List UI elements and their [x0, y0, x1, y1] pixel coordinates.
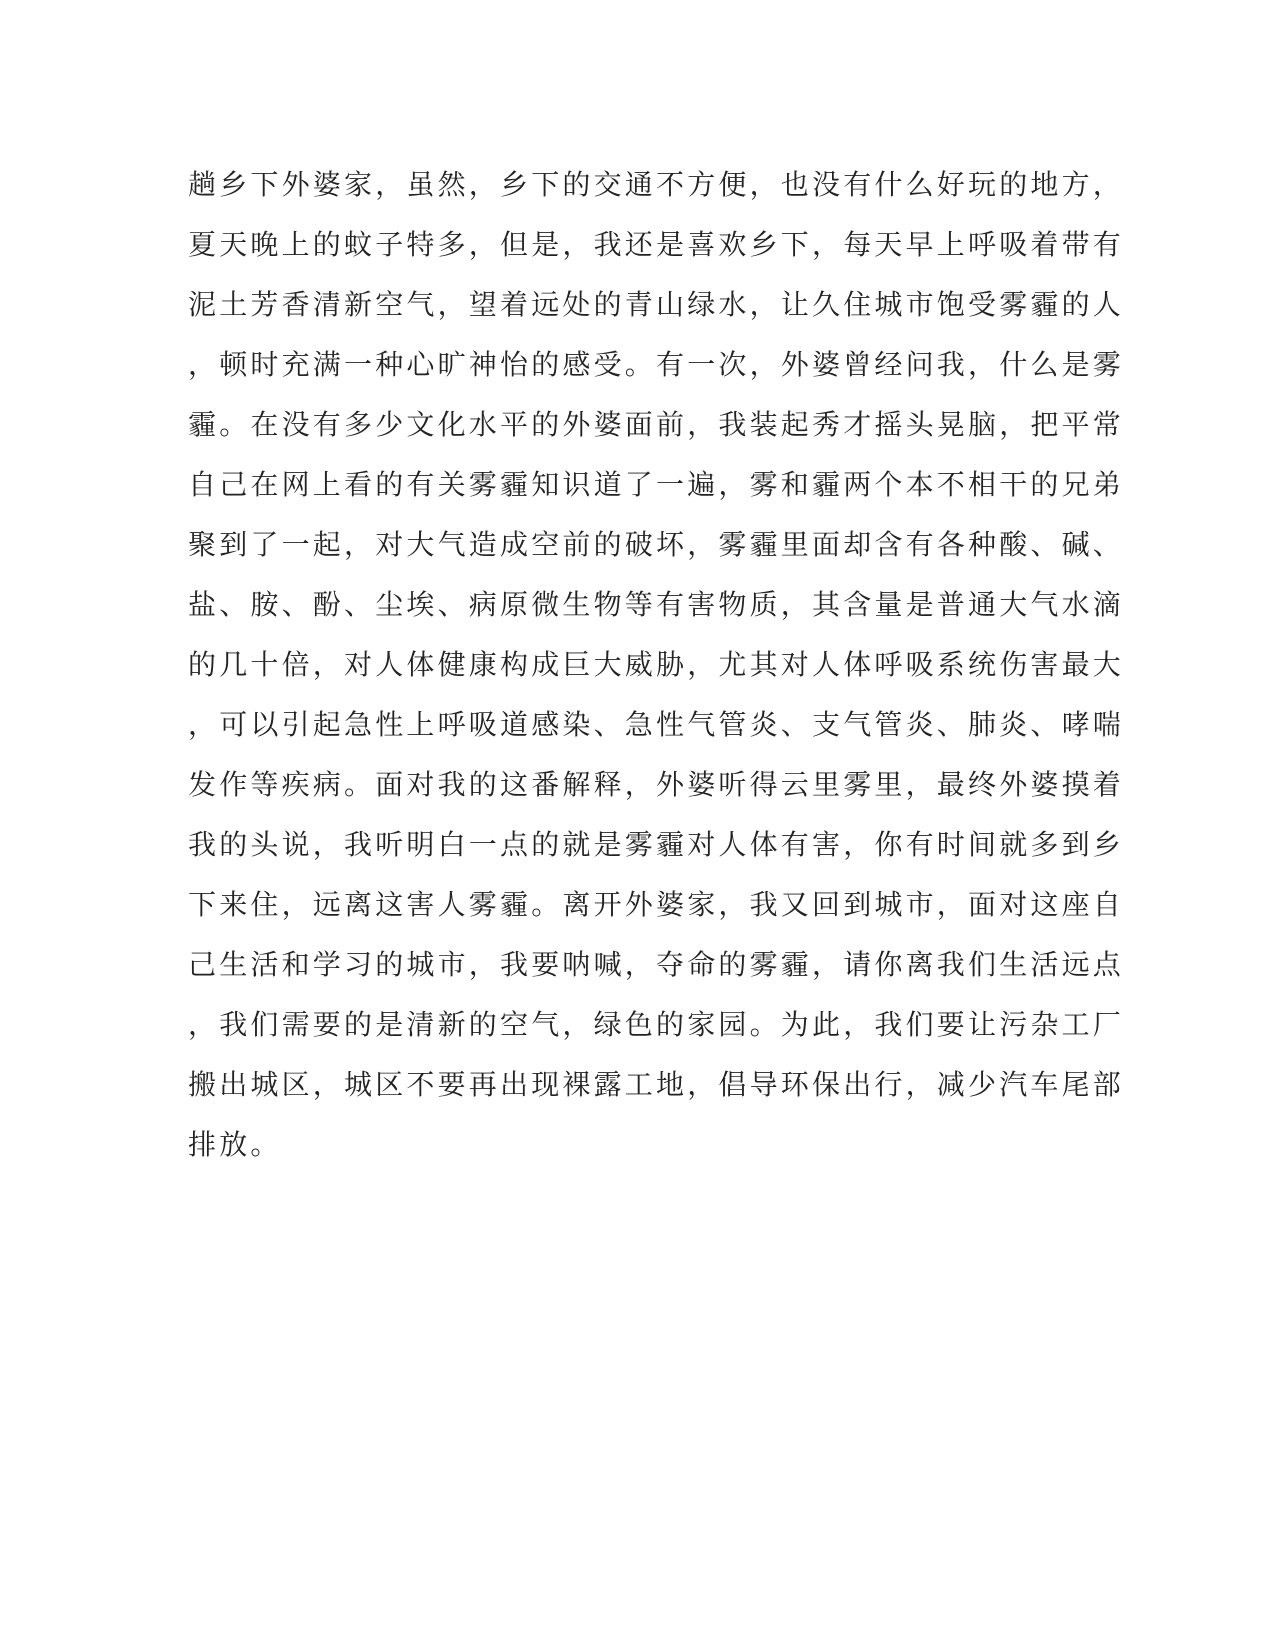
text-line: 排放。	[188, 1128, 282, 1161]
text-line: 发作等疾病。面对我的这番解释，外婆听得云里雾里，最终外婆摸着	[188, 768, 1125, 801]
text-line: 自己在网上看的有关雾霾知识道了一遍，雾和霾两个本不相干的兄弟	[188, 468, 1125, 501]
body-paragraph	[188, 163, 1125, 1183]
text-line: ，我们需要的是清新的空气，绿色的家园。为此，我们要让污杂工厂	[188, 1008, 1125, 1041]
text-line: 的几十倍，对人体健康构成巨大威胁，尤其对人体呼吸系统伤害最大	[188, 648, 1125, 681]
text-line: 盐、胺、酚、尘埃、病原微生物等有害物质，其含量是普通大气水滴	[188, 588, 1125, 621]
text-line: 聚到了一起，对大气造成空前的破坏，雾霾里面却含有各种酸、碱、	[188, 528, 1125, 561]
text-line: 下来住，远离这害人雾霾。离开外婆家，我又回到城市，面对这座自	[188, 888, 1125, 921]
text-line: 霾。在没有多少文化水平的外婆面前，我装起秀才摇头晃脑，把平常	[188, 408, 1125, 441]
text-line: 我的头说，我听明白一点的就是雾霾对人体有害，你有时间就多到乡	[188, 828, 1125, 861]
text-line: 搬出城区，城区不要再出现裸露工地，倡导环保出行，减少汽车尾部	[188, 1068, 1125, 1101]
text-line: ，可以引起急性上呼吸道感染、急性气管炎、支气管炎、肺炎、哮喘	[188, 708, 1125, 741]
text-line: 泥土芳香清新空气，望着远处的青山绿水，让久住城市饱受雾霾的人	[188, 288, 1125, 321]
text-line: ，顿时充满一种心旷神怡的感受。有一次，外婆曾经问我，什么是雾	[188, 348, 1125, 381]
text-line: 夏天晚上的蚊子特多，但是，我还是喜欢乡下，每天早上呼吸着带有	[188, 228, 1125, 261]
text-line: 趟乡下外婆家，虽然，乡下的交通不方便，也没有什么好玩的地方，	[188, 168, 1125, 201]
text-line: 己生活和学习的城市，我要呐喊，夺命的雾霾，请你离我们生活远点	[188, 948, 1125, 981]
